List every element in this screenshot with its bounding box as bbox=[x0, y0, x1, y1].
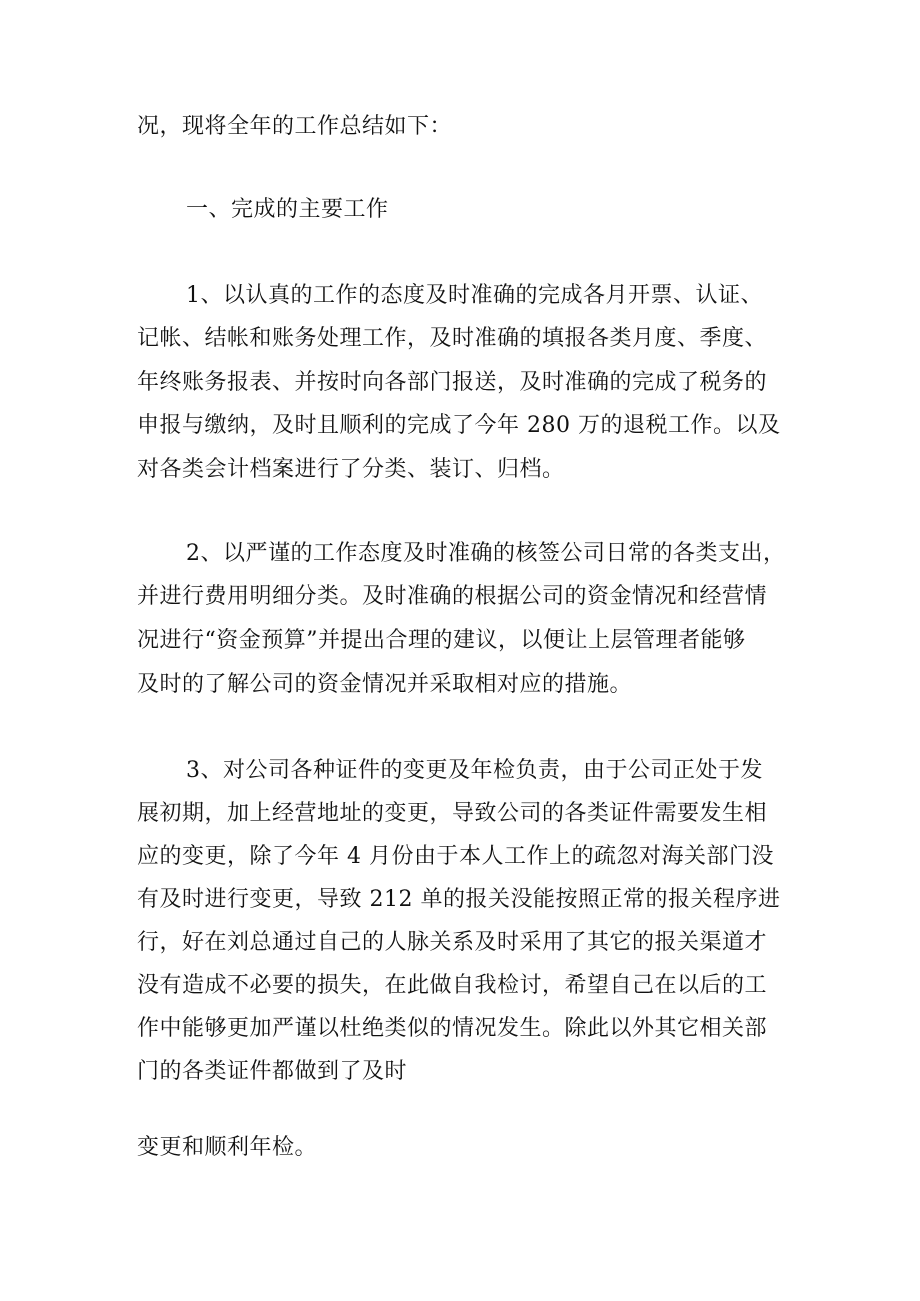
paragraph-line: 1、以认真的工作的态度及时准确的完成各月开票、认证、 bbox=[186, 283, 763, 308]
paragraph-line: 及时的了解公司的资金情况并采取相对应的措施。 bbox=[137, 672, 633, 697]
paragraph-line: 记帐、结帐和账务处理工作，及时准确的填报各类月度、季度、 bbox=[137, 326, 768, 351]
paragraph-line: 况进行“资金预算”并提出合理的建议，以便让上层管理者能够 bbox=[137, 628, 746, 653]
paragraph-line: 对各类会计档案进行了分类、装订、归档。 bbox=[137, 457, 565, 482]
paragraph-line: 年终账务报表、并按时向各部门报送，及时准确的完成了税务的 bbox=[137, 370, 768, 395]
section-heading: 一、完成的主要工作 bbox=[186, 197, 389, 222]
paragraph-line: 申报与缴纳，及时且顺利的完成了今年 280 万的退税工作。以及 bbox=[137, 413, 781, 438]
paragraph-line: 2、以严谨的工作态度及时准确的核签公司日常的各类支出， bbox=[186, 541, 786, 566]
paragraph-line: 并进行费用明细分类。及时准确的根据公司的资金情况和经营情 bbox=[137, 584, 768, 609]
paragraph-line: 应的变更，除了今年 4 月份由于本人工作上的疏忽对海关部门没 bbox=[137, 844, 774, 869]
closing-line: 变更和顺利年检。 bbox=[137, 1135, 318, 1160]
paragraph-line: 门的各类证件都做到了及时 bbox=[137, 1059, 408, 1084]
paragraph-line: 作中能够更加严谨以杜绝类似的情况发生。除此以外其它相关部 bbox=[137, 1016, 768, 1041]
intro-line: 况，现将全年的工作总结如下： bbox=[137, 114, 453, 139]
paragraph-line: 没有造成不必要的损失，在此做自我检讨，希望自己在以后的工 bbox=[137, 973, 768, 998]
paragraph-line: 行，好在刘总通过自己的人脉关系及时采用了其它的报关渠道才 bbox=[137, 930, 768, 955]
paragraph-line: 有及时进行变更，导致 212 单的报关没能按照正常的报关程序进 bbox=[137, 887, 781, 912]
paragraph-line: 3、对公司各种证件的变更及年检负责，由于公司正处于发 bbox=[186, 758, 763, 783]
paragraph-line: 展初期，加上经营地址的变更，导致公司的各类证件需要发生相 bbox=[137, 801, 768, 826]
